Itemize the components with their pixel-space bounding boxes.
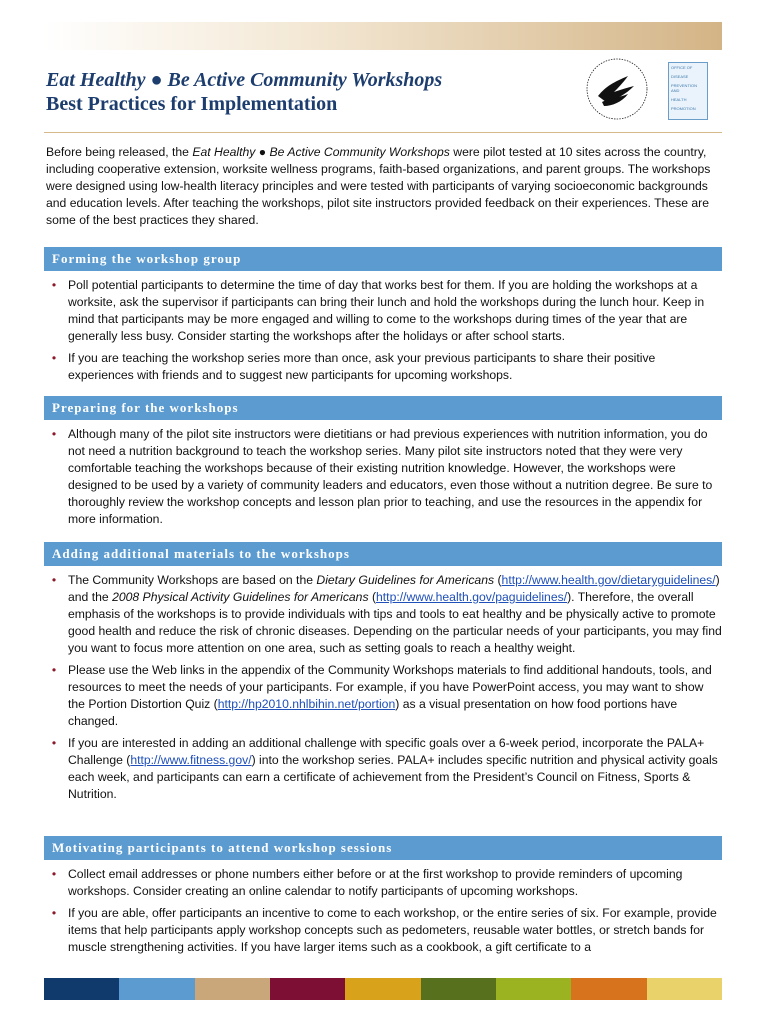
hhs-seal-icon (584, 56, 650, 122)
footer-swatch (345, 978, 420, 1000)
dietary-guidelines-link[interactable]: http://www.health.gov/dietaryguidelines/ (501, 573, 716, 587)
bullet-text: Poll potential participants to determine the time of day that works best for them. If you are holding the workshops at a worksite, ask the supervisor if participants can bring their lunch and hold the workshops during the lunch hour. Keep in mind that participants may be more engaged and willing to come to the workshops during times of the year that are generally less busy. Consider starting the workshops after the holidays or after school starts. (68, 278, 705, 343)
footer-color-bar (44, 978, 722, 1000)
section-heading: Adding additional materials to the workshops (44, 542, 722, 566)
footer-swatch (496, 978, 571, 1000)
bullet-text: If you are able, offer participants an incentive to come to each workshop, or the entire series of six. For example, provide items that help participants apply workshop concepts such as pedometers, reusable water bottles, or stretch bands for muscle strengthening activities. If you have larger items such as a cookbook, a gift certificate to a (68, 906, 717, 954)
title-line-1: Eat Healthy ● Be Active Community Workshops (46, 69, 443, 91)
bullet: • (51, 906, 57, 920)
top-gradient-bar (44, 22, 722, 50)
section-heading: Preparing for the workshops (44, 396, 722, 420)
bullet-text: ). Therefore, the overall emphasis of the workshops is to provide individuals with tips and tools to eat healthy and be physically active to promote good health and reduce the risk of chronic diseases. Depending on the particular needs of your participants, you may find you want to focus more attention on one area, such as setting goals to reach a healthy weight. (68, 590, 722, 655)
bullet-text: Collect email addresses or phone numbers either before or at the first workshop to provide reminders of upcoming workshops. Consider creating an online calendar to notify participants of upcoming workshops. (68, 867, 683, 898)
bullet-text: If you are interested in adding an additional challenge with specific goals over a 6-week period, incorporate the PALA+ Challenge ( (68, 736, 705, 767)
header-divider (44, 132, 722, 133)
footer-swatch (421, 978, 496, 1000)
section-motivating (44, 836, 722, 961)
intro-text-rest: were pilot tested at 10 sites across the country, including cooperative extension, worksite wellness programs, faith-based organizations, and parent groups. The workshops were designed using low-health literacy principles and were tested with participants of varying socioeconomic backgrounds and education levels. After teaching the workshops, pilot site instructors provided feedback on their experiences. These are some of the best practices they shared. (46, 145, 711, 227)
bullet-text: ) into the workshop series. PALA+ includes specific nutrition and physical activity goals each week, and participants can earn a certificate of achievement from the President’s Council on Fitness, Sports & Nutrition. (68, 753, 718, 801)
italic-text: 2008 Physical Activity Guidelines for Americans (112, 590, 369, 604)
odphp-logo (668, 62, 708, 120)
section-adding (44, 542, 722, 808)
list-item (44, 662, 722, 730)
list-item (44, 735, 722, 803)
bullet-text: The Community Workshops are based on the (68, 573, 317, 587)
list-item (44, 426, 722, 528)
footer-swatch (195, 978, 270, 1000)
document-title (46, 68, 566, 116)
bullet: • (51, 867, 57, 881)
bullet-text: ) as a visual presentation on how food portions have changed. (68, 697, 678, 728)
list-item (44, 350, 722, 384)
bullet: • (51, 736, 57, 750)
fitness-gov-link[interactable]: http://www.fitness.gov/ (130, 753, 252, 767)
footer-swatch (44, 978, 119, 1000)
odp-line: HEALTH (671, 97, 687, 102)
bullet: • (51, 573, 57, 587)
bullet-text: ) and the (68, 573, 720, 604)
section-heading: Motivating participants to attend workshop sessions (44, 836, 722, 860)
bullet-text: ( (368, 590, 377, 604)
footer-swatch (119, 978, 194, 1000)
intro-text: Before being released, the (46, 145, 193, 159)
section-preparing (44, 396, 722, 533)
bullet: • (51, 663, 57, 677)
odp-line: PREVENTION AND (671, 83, 698, 93)
footer-swatch (270, 978, 345, 1000)
title-line-2: Best Practices for Implementation (46, 93, 338, 115)
footer-swatch (647, 978, 722, 1000)
intro-italic: Eat Healthy ● Be Active Community Workshops (192, 145, 450, 159)
section-forming (44, 247, 722, 389)
odp-line: OFFICE OF (671, 65, 693, 70)
portion-quiz-link[interactable]: http://hp2010.nhlbihin.net/portion (217, 697, 396, 711)
list-item (44, 866, 722, 900)
bullet-text: ( (494, 573, 502, 587)
odp-line: PROMOTION (671, 106, 696, 111)
bullet-text: Although many of the pilot site instructors were dietitians or had previous experiences with nutrition information, you do not need a nutrition background to teach the workshop series. Many pilot site instructors noted that they were very comfortable teaching the workshops because of their existing nutrition knowledge. However, the workshops were designed to be used by a variety of community leaders and educators, even those without a nutrition degree. Be sure to thoroughly review the workshop concepts and lesson plan prior to teaching, and use the resources in the appendix for more information. (68, 427, 713, 526)
bullet-text: Please use the Web links in the appendix of the Community Workshops materials to find additional handouts, tools, and resources to meet the needs of your participants. For example, if you have PowerPoint access, you may want to show the Portion Distortion Quiz ( (68, 663, 712, 711)
bullet-text: If you are teaching the workshop series more than once, ask your previous participants to share their positive experiences with friends and to suggest new participants for upcoming workshops. (68, 351, 656, 382)
list-item (44, 905, 722, 956)
italic-text: Dietary Guidelines for Americans (316, 573, 495, 587)
bullet: • (51, 427, 57, 441)
intro-paragraph (46, 144, 722, 229)
pa-guidelines-link[interactable]: http://www.health.gov/paguidelines/ (376, 590, 568, 604)
bullet: • (51, 351, 57, 365)
bullet: • (51, 278, 57, 292)
footer-swatch (571, 978, 646, 1000)
logos (584, 56, 724, 126)
section-heading: Forming the workshop group (44, 247, 722, 271)
list-item (44, 572, 722, 657)
list-item (44, 277, 722, 345)
odp-line: DISEASE (671, 74, 689, 79)
